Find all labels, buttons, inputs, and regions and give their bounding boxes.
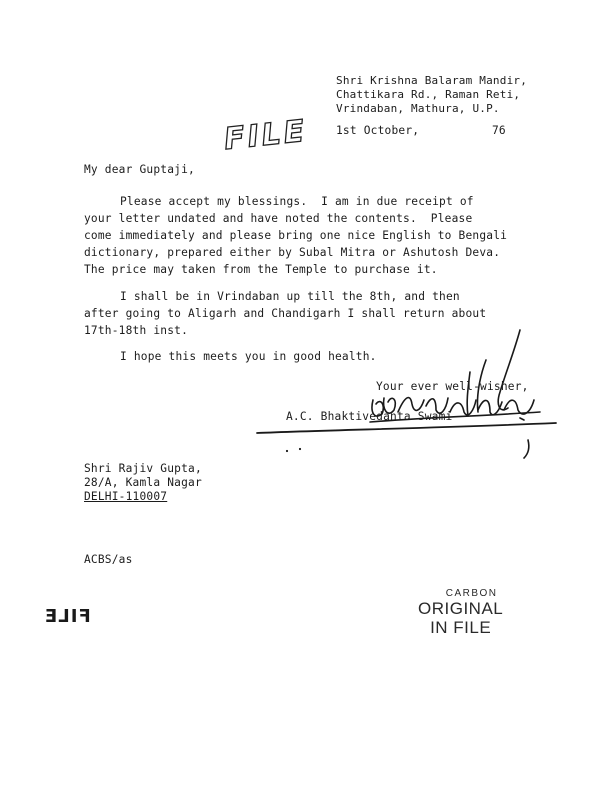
letter-year: 76 <box>492 124 506 137</box>
paragraph-3-line-1: I hope this meets you in good health. <box>120 350 377 363</box>
signature-name: A.C. Bhaktivedanta Swami <box>286 410 453 423</box>
paragraph-2-line-3: 17th-18th inst. <box>84 324 189 337</box>
letter-date: 1st October, <box>336 124 420 137</box>
paragraph-1-line-2: your letter undated and have noted the contents. Please <box>84 212 473 225</box>
sender-address-line-2: Chattikara Rd., Raman Reti, <box>336 88 521 101</box>
paragraph-2-line-2: after going to Aligarh and Chandigarh I shall return about <box>84 307 487 320</box>
closing: Your ever well-wisher, <box>376 380 529 393</box>
recipient-line-1: Shri Rajiv Gupta, <box>84 462 202 475</box>
file-stamp: FILE <box>222 113 309 158</box>
recipient-line-2: 28/A, Kamla Nagar <box>84 476 202 489</box>
original-label: ORIGINAL <box>418 599 504 618</box>
paragraph-1-line-1: Please accept my blessings. I am in due receipt of <box>120 195 474 208</box>
paragraph-1-line-4: dictionary, prepared either by Subal Mitra or Ashutosh Deva. <box>84 246 501 259</box>
mirrored-file-stamp: FILE <box>44 606 91 627</box>
carbon-original-stamp <box>418 588 503 637</box>
in-file-label: IN FILE <box>430 618 492 637</box>
paragraph-1-line-5: The price may taken from the Temple to purchase it. <box>84 263 438 276</box>
sender-address-line-3: Vrindaban, Mathura, U.P. <box>336 102 500 115</box>
paragraph-1-line-3: come immediately and please bring one nice English to Bengali <box>84 229 508 242</box>
sender-address-line-1: Shri Krishna Balaram Mandir, <box>336 74 528 87</box>
carbon-label: CARBON <box>445 588 498 599</box>
salutation: My dear Guptaji, <box>84 163 195 176</box>
paragraph-2-line-1: I shall be in Vrindaban up till the 8th, and then <box>120 290 460 303</box>
reference-initials: ACBS/as <box>84 553 133 566</box>
recipient-line-3: DELHI-110007 <box>84 490 168 503</box>
